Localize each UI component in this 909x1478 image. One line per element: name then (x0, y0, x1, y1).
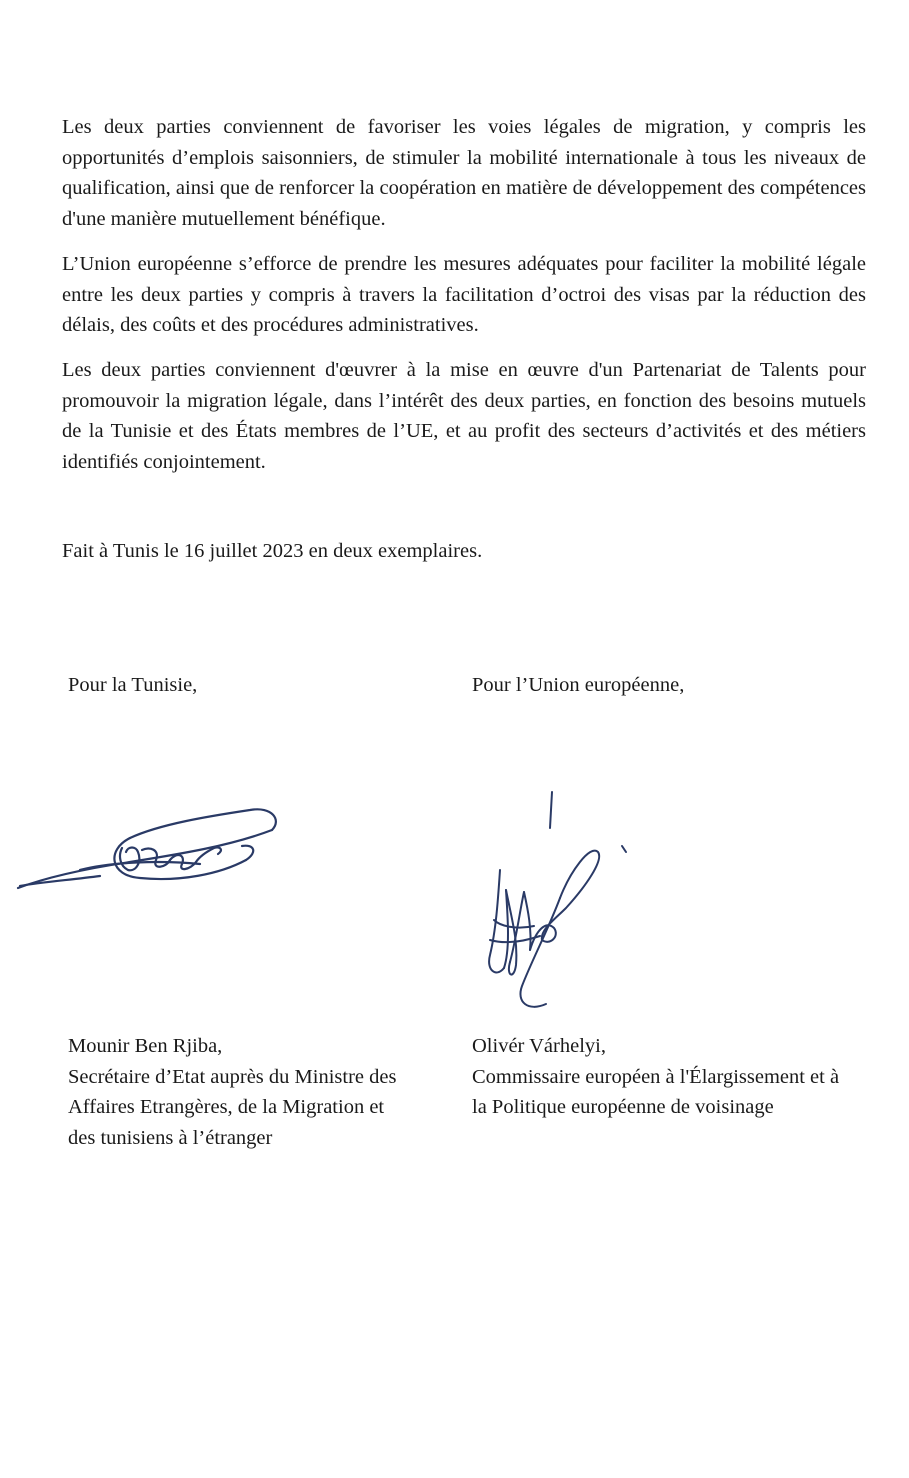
tunisia-signature-icon (10, 790, 300, 910)
tunisia-signatory-title-line: Affaires Etrangères, de la Migration et (68, 1096, 385, 1118)
place-and-date: Fait à Tunis le 16 juillet 2023 en deux exemplaires. (62, 540, 483, 562)
tunisia-signatory-title-line: des tunisiens à l’étranger (68, 1126, 273, 1149)
eu-signatory-title-line: la Politique européenne de voisinage (472, 1096, 774, 1118)
eu-signature-icon (470, 780, 645, 1025)
eu-signatory (472, 1031, 909, 1123)
eu-signatory-name: Olivér Várhelyi, (472, 1035, 606, 1057)
tunisia-signatory-title-line: Secrétaire d’Etat auprès du Ministre des (68, 1065, 397, 1088)
tunisia-heading: Pour la Tunisie, (68, 674, 198, 696)
eu-heading: Pour l’Union européenne, (472, 674, 685, 696)
paragraph-legal-migration: Les deux parties conviennent de favoriser les voies légales de migration, y compris les opportunités d’emplois saisonniers, de stimuler la mobilité internationale à tous les niveaux de qualification, ainsi que de renforcer la coopération en matière de développement des compétences d'une manière mutuellement bénéfique. (62, 116, 866, 230)
tunisia-signatory-name: Mounir Ben Rjiba, (68, 1035, 223, 1057)
paragraph-mobility-visas: L’Union européenne s’efforce de prendre les mesures adéquates pour faciliter la mobilité légale entre les deux parties y compris à travers la facilitation d’octroi des visas par la réduction des délais, des coûts et des procédures administratives. (62, 253, 866, 336)
tunisia-signatory (68, 1031, 468, 1153)
eu-signatory-title-line: Commissaire européen à l'Élargissement et à (472, 1065, 840, 1088)
paragraph-talent-partnership: Les deux parties conviennent d'œuvrer à la mise en œuvre d'un Partenariat de Talents pour promouvoir la migration légale, dans l’intérêt des deux parties, en fonction des besoins mutuels de la Tunisie et des États membres de l’UE, et au profit des secteurs d’activités et des métiers identifiés conjointement. (62, 359, 866, 473)
